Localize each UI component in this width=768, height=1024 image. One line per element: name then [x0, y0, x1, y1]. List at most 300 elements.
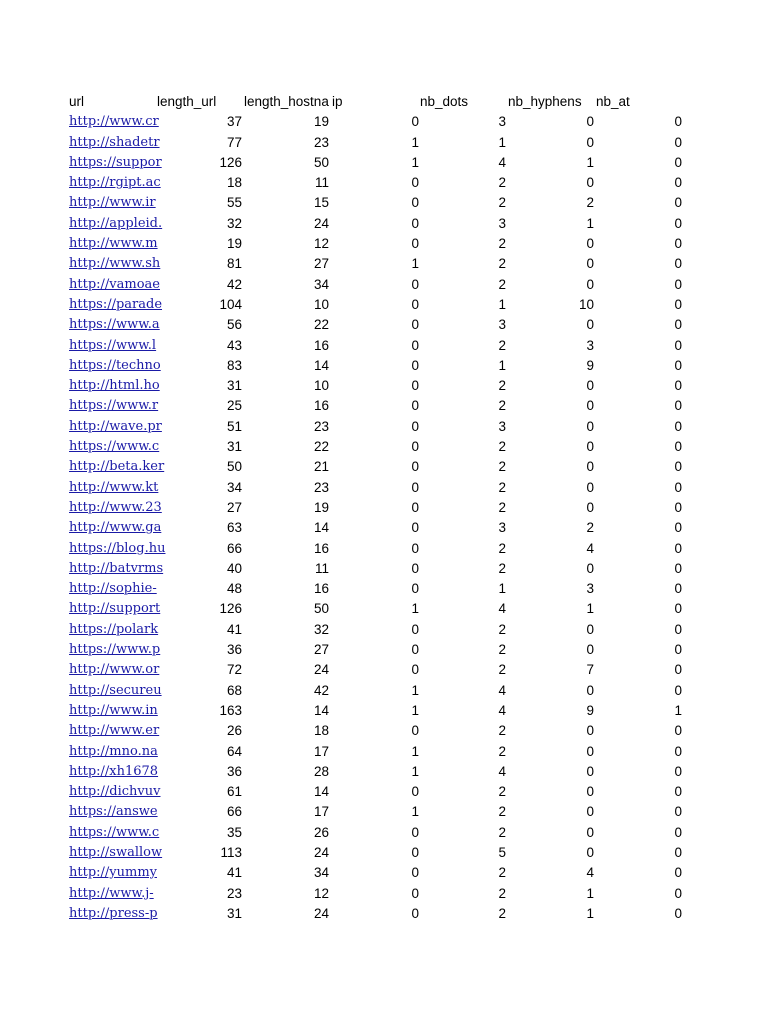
cell-nb-hyphens: 1 [586, 905, 594, 921]
url-link[interactable]: http://www.j- [69, 885, 154, 901]
url-link[interactable]: http://shadetr [69, 134, 160, 150]
cell-nb-dots: 1 [498, 357, 506, 373]
table-row [0, 457, 768, 477]
cell-length-url: 83 [226, 357, 242, 373]
cell-ip: 0 [411, 215, 419, 231]
url-link[interactable]: http://dichvuv [69, 784, 161, 800]
cell-ip: 0 [411, 296, 419, 312]
cell-nb-hyphens: 0 [586, 682, 594, 698]
cell-nb-hyphens: 0 [586, 621, 594, 637]
cell-nb-hyphens: 3 [586, 581, 594, 597]
cell-nb-at: 0 [674, 296, 682, 312]
cell-nb-at: 0 [674, 520, 682, 536]
cell-ip: 0 [411, 784, 419, 800]
cell-nb-hyphens: 0 [586, 479, 594, 495]
cell-length-url: 40 [226, 560, 242, 576]
cell-nb-hyphens: 0 [586, 114, 594, 130]
header-ip: ip [332, 94, 343, 109]
cell-ip: 0 [411, 175, 419, 191]
table-row [0, 315, 768, 335]
url-link[interactable]: https://www.c [69, 439, 160, 455]
cell-length-hostname: 42 [313, 682, 329, 698]
cell-nb-dots: 2 [498, 865, 506, 881]
url-link[interactable]: https://www.l [69, 337, 157, 353]
cell-nb-dots: 1 [498, 296, 506, 312]
url-link[interactable]: http://www.or [69, 662, 160, 678]
cell-length-hostname: 24 [313, 844, 329, 860]
cell-length-hostname: 19 [313, 499, 329, 515]
cell-nb-at: 0 [674, 601, 682, 617]
cell-nb-dots: 4 [498, 702, 506, 718]
table-row [0, 437, 768, 457]
cell-nb-at: 0 [674, 540, 682, 556]
cell-length-hostname: 12 [313, 236, 329, 252]
table-row [0, 579, 768, 599]
cell-nb-at: 0 [674, 418, 682, 434]
url-link[interactable]: http://www.cr [69, 114, 159, 130]
cell-nb-hyphens: 9 [586, 357, 594, 373]
cell-nb-hyphens: 0 [586, 317, 594, 333]
cell-ip: 0 [411, 378, 419, 394]
cell-nb-dots: 2 [498, 175, 506, 191]
cell-nb-hyphens: 0 [586, 236, 594, 252]
cell-length-url: 32 [226, 215, 242, 231]
table-row [0, 701, 768, 721]
cell-length-hostname: 11 [314, 175, 329, 191]
cell-length-url: 36 [226, 763, 242, 779]
url-link[interactable]: http://www.23 [69, 499, 162, 515]
table-row [0, 904, 768, 924]
cell-length-url: 25 [226, 398, 242, 414]
cell-nb-at: 0 [674, 134, 682, 150]
cell-ip: 0 [411, 337, 419, 353]
cell-nb-dots: 4 [498, 763, 506, 779]
url-link[interactable]: http://www.sh [69, 256, 161, 272]
cell-nb-dots: 4 [498, 682, 506, 698]
url-link[interactable]: http://press-p [69, 905, 158, 921]
cell-nb-hyphens: 0 [586, 743, 594, 759]
cell-length-url: 23 [226, 885, 242, 901]
cell-nb-at: 0 [674, 621, 682, 637]
cell-nb-at: 0 [674, 784, 682, 800]
table-row [0, 620, 768, 640]
url-link[interactable]: http://mno.na [69, 743, 158, 759]
cell-length-hostname: 18 [313, 723, 329, 739]
table-row [0, 295, 768, 315]
cell-nb-at: 0 [674, 175, 682, 191]
url-link[interactable]: http://www.kt [69, 479, 159, 495]
cell-length-hostname: 12 [313, 885, 329, 901]
cell-nb-at: 0 [674, 723, 682, 739]
url-link[interactable]: http://sophie- [69, 581, 157, 597]
cell-ip: 0 [411, 844, 419, 860]
table-row [0, 356, 768, 376]
url-link[interactable]: http://beta.ker [69, 459, 165, 475]
cell-nb-at: 0 [674, 479, 682, 495]
cell-nb-at: 0 [674, 154, 682, 170]
cell-nb-dots: 2 [498, 256, 506, 272]
cell-length-url: 126 [219, 601, 242, 617]
cell-length-hostname: 17 [313, 743, 329, 759]
table-row [0, 599, 768, 619]
url-link[interactable]: http://batvrms [69, 560, 164, 576]
url-link[interactable]: http://www.ir [69, 195, 156, 211]
header-length-url: length_url [157, 94, 217, 109]
cell-ip: 1 [411, 601, 419, 617]
cell-nb-dots: 3 [498, 114, 506, 130]
cell-length-hostname: 34 [313, 865, 329, 881]
table-row [0, 376, 768, 396]
cell-nb-at: 0 [674, 581, 682, 597]
cell-length-hostname: 16 [313, 581, 329, 597]
cell-nb-dots: 2 [498, 642, 506, 658]
url-link[interactable]: http://www.in [69, 702, 158, 718]
cell-length-url: 66 [226, 804, 242, 820]
cell-ip: 0 [411, 439, 419, 455]
cell-length-url: 77 [226, 134, 242, 150]
cell-ip: 0 [411, 540, 419, 556]
cell-length-hostname: 28 [313, 763, 329, 779]
cell-nb-hyphens: 0 [586, 175, 594, 191]
cell-ip: 0 [411, 114, 419, 130]
table-row [0, 336, 768, 356]
cell-nb-hyphens: 0 [586, 723, 594, 739]
url-link[interactable]: http://rgipt.ac [69, 175, 161, 191]
cell-length-url: 35 [226, 824, 242, 840]
cell-nb-hyphens: 0 [586, 763, 594, 779]
cell-length-url: 163 [219, 702, 242, 718]
cell-nb-hyphens: 1 [586, 154, 594, 170]
cell-length-url: 72 [226, 662, 242, 678]
cell-length-url: 56 [226, 317, 242, 333]
cell-ip: 1 [411, 682, 419, 698]
cell-nb-hyphens: 2 [586, 195, 594, 211]
url-link[interactable]: http://wave.pr [69, 418, 162, 434]
cell-nb-at: 0 [674, 337, 682, 353]
cell-ip: 0 [411, 560, 419, 576]
cell-length-url: 48 [226, 581, 242, 597]
cell-length-hostname: 14 [313, 784, 329, 800]
table-row [0, 417, 768, 437]
cell-nb-at: 0 [674, 215, 682, 231]
cell-nb-at: 0 [674, 865, 682, 881]
cell-nb-at: 0 [674, 276, 682, 292]
cell-length-url: 19 [226, 236, 242, 252]
cell-length-hostname: 24 [313, 905, 329, 921]
table-row [0, 762, 768, 782]
cell-length-url: 61 [226, 784, 242, 800]
cell-ip: 0 [411, 621, 419, 637]
cell-nb-hyphens: 0 [586, 398, 594, 414]
url-link[interactable]: http://yummy [69, 865, 157, 881]
url-link[interactable]: http://vamoae [69, 276, 160, 292]
cell-nb-dots: 2 [498, 276, 506, 292]
cell-nb-at: 0 [674, 499, 682, 515]
cell-length-hostname: 23 [313, 134, 329, 150]
cell-length-hostname: 27 [313, 256, 329, 272]
cell-length-url: 113 [220, 844, 242, 860]
cell-nb-at: 0 [674, 885, 682, 901]
cell-length-url: 43 [226, 337, 242, 353]
table-body [0, 112, 768, 924]
cell-nb-hyphens: 0 [586, 642, 594, 658]
table-row [0, 863, 768, 883]
cell-nb-hyphens: 4 [586, 540, 594, 556]
cell-nb-dots: 2 [498, 479, 506, 495]
cell-nb-dots: 3 [498, 418, 506, 434]
cell-nb-dots: 2 [498, 885, 506, 901]
table-row [0, 478, 768, 498]
cell-nb-at: 1 [674, 702, 682, 718]
cell-length-hostname: 17 [313, 804, 329, 820]
cell-nb-dots: 2 [498, 824, 506, 840]
cell-nb-hyphens: 0 [586, 256, 594, 272]
table-row [0, 823, 768, 843]
cell-nb-at: 0 [674, 642, 682, 658]
cell-length-url: 64 [226, 743, 242, 759]
cell-nb-hyphens: 10 [578, 296, 594, 312]
cell-nb-hyphens: 1 [586, 215, 594, 231]
cell-nb-dots: 2 [498, 621, 506, 637]
table-row [0, 214, 768, 234]
cell-nb-at: 0 [674, 317, 682, 333]
url-link[interactable]: https://parade [69, 296, 163, 312]
cell-nb-dots: 2 [498, 459, 506, 475]
cell-ip: 0 [411, 357, 419, 373]
table-row [0, 133, 768, 153]
cell-length-url: 34 [226, 479, 242, 495]
cell-nb-hyphens: 2 [586, 520, 594, 536]
url-link[interactable]: http://support [69, 601, 161, 617]
table-row [0, 640, 768, 660]
cell-nb-dots: 2 [498, 804, 506, 820]
cell-nb-dots: 2 [498, 236, 506, 252]
cell-length-hostname: 10 [313, 296, 329, 312]
cell-nb-dots: 2 [498, 195, 506, 211]
table-row [0, 153, 768, 173]
cell-length-hostname: 16 [313, 337, 329, 353]
cell-nb-hyphens: 4 [586, 865, 594, 881]
cell-nb-hyphens: 0 [586, 276, 594, 292]
cell-length-hostname: 19 [313, 114, 329, 130]
cell-ip: 0 [411, 642, 419, 658]
cell-nb-hyphens: 1 [586, 601, 594, 617]
cell-nb-dots: 1 [498, 134, 506, 150]
table-row [0, 843, 768, 863]
cell-length-url: 31 [226, 905, 242, 921]
cell-length-hostname: 15 [313, 195, 329, 211]
cell-nb-hyphens: 0 [586, 804, 594, 820]
cell-nb-hyphens: 0 [586, 459, 594, 475]
cell-ip: 0 [411, 662, 419, 678]
cell-length-url: 66 [226, 540, 242, 556]
cell-nb-dots: 2 [498, 439, 506, 455]
cell-length-hostname: 16 [313, 540, 329, 556]
cell-nb-dots: 2 [498, 398, 506, 414]
cell-ip: 0 [411, 418, 419, 434]
cell-ip: 1 [411, 256, 419, 272]
cell-nb-hyphens: 9 [586, 702, 594, 718]
url-link[interactable]: http://html.ho [69, 378, 160, 394]
cell-nb-at: 0 [674, 378, 682, 394]
header-row [0, 92, 768, 112]
table-row [0, 498, 768, 518]
table-row [0, 559, 768, 579]
cell-nb-at: 0 [674, 682, 682, 698]
table-row [0, 173, 768, 193]
cell-ip: 0 [411, 865, 419, 881]
cell-length-url: 26 [226, 723, 242, 739]
table-row [0, 275, 768, 295]
cell-length-url: 126 [219, 154, 242, 170]
cell-length-url: 18 [226, 175, 242, 191]
cell-length-hostname: 50 [313, 601, 329, 617]
url-link[interactable]: https://www.p [69, 642, 161, 658]
url-link[interactable]: http://swallow [69, 844, 163, 860]
cell-length-url: 31 [226, 378, 242, 394]
cell-ip: 0 [411, 520, 419, 536]
cell-nb-dots: 2 [498, 662, 506, 678]
url-link[interactable]: http://xh1678 [69, 763, 159, 779]
cell-nb-hyphens: 0 [586, 499, 594, 515]
cell-length-hostname: 23 [313, 418, 329, 434]
url-link[interactable]: http://www.er [69, 723, 160, 739]
cell-nb-at: 0 [674, 114, 682, 130]
cell-length-url: 51 [226, 418, 242, 434]
cell-length-hostname: 22 [313, 317, 329, 333]
cell-nb-at: 0 [674, 905, 682, 921]
cell-nb-hyphens: 0 [586, 844, 594, 860]
cell-length-url: 36 [226, 642, 242, 658]
cell-length-hostname: 11 [314, 560, 329, 576]
cell-nb-at: 0 [674, 195, 682, 211]
url-link[interactable]: https://suppor [69, 154, 162, 170]
cell-length-url: 37 [226, 114, 242, 130]
url-link[interactable]: http://www.m [69, 236, 158, 252]
cell-length-hostname: 21 [313, 459, 329, 475]
url-link[interactable]: https://www.c [69, 824, 160, 840]
cell-ip: 0 [411, 398, 419, 414]
cell-nb-at: 0 [674, 398, 682, 414]
cell-ip: 0 [411, 195, 419, 211]
cell-length-hostname: 26 [313, 824, 329, 840]
cell-nb-hyphens: 3 [586, 337, 594, 353]
cell-nb-dots: 5 [498, 844, 506, 860]
cell-length-url: 41 [226, 865, 242, 881]
cell-nb-at: 0 [674, 236, 682, 252]
cell-nb-hyphens: 0 [586, 784, 594, 800]
cell-length-hostname: 14 [313, 357, 329, 373]
cell-length-hostname: 27 [313, 642, 329, 658]
cell-nb-dots: 2 [498, 743, 506, 759]
spreadsheet [0, 92, 768, 924]
cell-nb-hyphens: 0 [586, 824, 594, 840]
cell-nb-hyphens: 0 [586, 418, 594, 434]
cell-length-hostname: 23 [313, 479, 329, 495]
cell-length-url: 27 [226, 499, 242, 515]
cell-nb-dots: 3 [498, 215, 506, 231]
cell-nb-hyphens: 1 [586, 885, 594, 901]
url-link[interactable]: https://www.a [69, 317, 160, 333]
cell-length-url: 50 [226, 459, 242, 475]
url-link[interactable]: https://polark [69, 621, 159, 637]
table-row [0, 660, 768, 680]
url-link[interactable]: http://www.ga [69, 520, 162, 536]
cell-nb-dots: 2 [498, 540, 506, 556]
cell-length-hostname: 24 [313, 215, 329, 231]
table-row [0, 254, 768, 274]
cell-nb-at: 0 [674, 743, 682, 759]
cell-length-url: 31 [226, 439, 242, 455]
cell-length-url: 68 [226, 682, 242, 698]
cell-nb-hyphens: 0 [586, 439, 594, 455]
cell-ip: 1 [411, 702, 419, 718]
url-link[interactable]: https://www.r [69, 398, 159, 414]
cell-ip: 1 [411, 763, 419, 779]
url-link[interactable]: https://answe [69, 804, 158, 820]
table-row [0, 782, 768, 802]
cell-length-url: 41 [226, 621, 242, 637]
cell-nb-dots: 2 [498, 905, 506, 921]
cell-nb-at: 0 [674, 459, 682, 475]
cell-length-hostname: 14 [313, 702, 329, 718]
cell-nb-at: 0 [674, 256, 682, 272]
url-link[interactable]: https://blog.hu [69, 540, 166, 556]
cell-nb-at: 0 [674, 662, 682, 678]
table-row [0, 193, 768, 213]
cell-ip: 0 [411, 236, 419, 252]
cell-nb-dots: 4 [498, 601, 506, 617]
cell-nb-at: 0 [674, 560, 682, 576]
cell-nb-dots: 2 [498, 378, 506, 394]
cell-length-url: 104 [219, 296, 242, 312]
cell-ip: 0 [411, 317, 419, 333]
cell-nb-at: 0 [674, 844, 682, 860]
cell-nb-hyphens: 0 [586, 378, 594, 394]
header-nb-dots: nb_dots [420, 94, 469, 109]
cell-length-hostname: 14 [313, 520, 329, 536]
cell-nb-at: 0 [674, 357, 682, 373]
cell-nb-dots: 2 [498, 784, 506, 800]
cell-ip: 0 [411, 581, 419, 597]
table-row [0, 234, 768, 254]
cell-nb-hyphens: 0 [586, 134, 594, 150]
cell-length-hostname: 24 [313, 662, 329, 678]
table-row [0, 884, 768, 904]
cell-nb-dots: 2 [498, 723, 506, 739]
table-row [0, 721, 768, 741]
table-row [0, 742, 768, 762]
header-url: url [69, 94, 85, 109]
cell-ip: 0 [411, 276, 419, 292]
cell-nb-dots: 3 [498, 520, 506, 536]
cell-length-hostname: 50 [313, 154, 329, 170]
table-row [0, 112, 768, 132]
url-link[interactable]: https://techno [69, 357, 161, 373]
url-link[interactable]: http://appleid. [69, 215, 163, 231]
cell-nb-hyphens: 7 [586, 662, 594, 678]
cell-nb-at: 0 [674, 439, 682, 455]
cell-length-url: 81 [226, 256, 242, 272]
cell-nb-dots: 2 [498, 560, 506, 576]
cell-nb-dots: 3 [498, 317, 506, 333]
cell-nb-hyphens: 0 [586, 560, 594, 576]
cell-length-hostname: 34 [313, 276, 329, 292]
cell-ip: 1 [411, 134, 419, 150]
cell-ip: 0 [411, 885, 419, 901]
header-nb-hyphens: nb_hyphens [508, 94, 582, 109]
url-link[interactable]: http://secureu [69, 682, 162, 698]
